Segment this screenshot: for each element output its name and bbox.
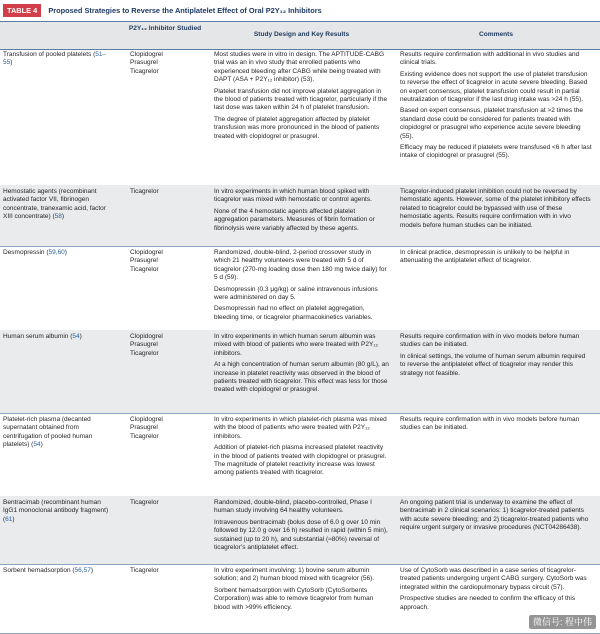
table-row (0, 413, 600, 497)
inhibitor-name: Prasugrel (130, 341, 158, 349)
reference-link[interactable]: 58 (54, 213, 62, 221)
paragraph: The degree of platelet aggregation affected by platelet transfusion was more pronounced in the blood of patients treated with clopidogrel or prasugrel. (214, 115, 380, 140)
inhibitor-cell (130, 51, 200, 76)
strategy-cell (3, 333, 111, 341)
inhibitor-cell (130, 416, 200, 441)
strategy-label: Platelet-rich plasma (decanted supernatant obtained from centrifugation of pooled human platelets) ( (3, 416, 93, 449)
paragraph: Addition of platelet-rich plasma increased platelet reactivity in the blood of patients treated with clopidogrel or prasugrel. The magnitude of platelet reactivity increase was lowest among patients treated with ticagrelor. (214, 444, 387, 477)
paragraph: In vitro experiment involving: 1) bovine serum albumin solution; and 2) human blood mixed with ticagrelor (56). (214, 567, 375, 583)
paragraph: Results require confirmation with additional in vivo studies and clinical trials. (400, 51, 580, 67)
paragraph: Sorbent hemadsorption with CytoSorb (CytoSorbents Corporation) was able to remove ticagrelor from human blood with >99% efficiency. (214, 586, 374, 611)
strategy-label: Sorbent hemadsorption ( (3, 567, 75, 574)
reference-link[interactable]: 54 (72, 333, 80, 340)
inhibitor-name: Prasugrel (130, 424, 158, 432)
table-row (0, 48, 600, 186)
paragraph: Ticagrelor-induced platelet inhibition could not be reversed by hemostatic agents. However, some of the platelet inhibitory effects related to ticagrelor could be bypassed with use of these hemostatic agents. Results require confirmation with in vivo models before human studies can be initiated. (400, 188, 591, 229)
inhibitor-name: Ticagrelor (130, 349, 159, 357)
inhibitor-name: Ticagrelor (130, 265, 159, 273)
design-cell (214, 499, 389, 555)
inhibitor-name: Clopidogrel (130, 333, 163, 340)
inhibitor-name: Ticagrelor (130, 188, 159, 195)
inhibitor-name: Ticagrelor (130, 432, 159, 440)
table-caption: Proposed Strategies to Reverse the Antiplatelet Effect of Oral P2Y₁₂ Inhibitors (48, 6, 322, 15)
paragraph: None of the 4 hemostatic agents affected platelet aggregation parameters. Measures of fibrin formation or fibrinolysis were variably affected by these agents. (214, 207, 375, 232)
strategy-cell (3, 416, 111, 450)
header-inhibitor: P2Y₁₂ Inhibitor Studied (128, 25, 202, 32)
inhibitor-name: Ticagrelor (130, 499, 159, 506)
paragraph: In clinical settings, the volume of human serum albumin required to reverse the antiplatelet effect of ticagrelor may render this strategy not feasible. (400, 352, 586, 377)
paragraph: Efficacy may be reduced if platelets were transfused <6 h after last intake of clopidogrel or prasugrel (55). (400, 144, 592, 160)
paragraph: Existing evidence does not support the use of platelet transfusion to reverse the effect of ticagrelor in acute severe bleeding. Based on expert consensus, platelet transfusion could result in partial neutralization of ticagrelor if the last drug intake was >24 h (55). (400, 70, 588, 104)
comments-cell (400, 567, 592, 615)
inhibitor-cell (130, 499, 200, 507)
comments-cell (400, 416, 592, 436)
table-row (0, 185, 600, 247)
paragraph: In clinical practice, desmopressin is unlikely to be helpful in attenuating the antiplatelet effect of ticagrelor. (400, 249, 570, 265)
paragraph: Desmopressin had no effect on platelet aggregation, bleeding time, or ticagrelor pharmacokinetics variables. (214, 305, 373, 321)
paragraph: In vitro experiments in which platelet-rich plasma was mixed with the blood of patients who were treated with P2Y₁₂ inhibitors. (214, 416, 387, 440)
paragraph: Desmopressin (0.3 μg/kg) or saline intravenous infusions were administered on day 5. (214, 285, 378, 302)
header-design: Study Design and Key Results (253, 31, 350, 38)
table-row (0, 246, 600, 331)
watermark-badge: 微信号: 程中伟 (529, 615, 596, 629)
comments-cell (400, 249, 592, 269)
comments-cell (400, 499, 592, 536)
inhibitor-name: Ticagrelor (130, 567, 159, 574)
strategy-label: Bentracimab (recombinant human IgG1 monoclonal antibody fragment) ( (3, 499, 109, 523)
table-header (0, 21, 600, 50)
strategy-label: Desmopressin ( (3, 249, 49, 256)
table-row (0, 330, 600, 414)
inhibitor-cell (130, 188, 200, 196)
strategy-label-end: ) (90, 567, 93, 574)
paragraph: In vitro experiments in which human blood spiked with ticagrelor was mixed with hemostatic or control agents. (214, 188, 372, 204)
table-number-tag: TABLE 4 (3, 4, 41, 17)
header-comments: Comments (478, 31, 514, 38)
paragraph: Based on expert consensus, platelet transfusion at >2 times the standard dose could be considered for patients treated with clopidogrel or prasugrel who experience acute severe bleeding (55). (400, 107, 584, 140)
strategy-label: Transfusion of pooled platelets ( (3, 51, 96, 58)
strategy-label-end: ) (10, 59, 13, 67)
comments-cell (400, 333, 592, 381)
design-cell (214, 188, 389, 236)
paragraph: Randomized, double-blind, 2-period crossover study in which 21 healthy volunteers were treated with 5 d of ticagrelor (270-mg loading dose then 180 mg twice daily) for 5 d (59). (214, 249, 387, 282)
table-row (0, 496, 600, 565)
design-cell (214, 567, 389, 615)
paragraph: Results require confirmation with in vivo models before human studies can be initiated. (400, 333, 580, 349)
paragraph: Platelet transfusion did not improve platelet aggregation in the blood of patients treated with ticagrelor, particularly if the last dose was taken within 24 h of platelet transfusion. (214, 87, 388, 112)
strategy-label: Hemostatic agents (recombinant activated factor VII, fibrinogen concentrate, tranexamic acid, factor XIII concentrate) ( (3, 188, 106, 221)
paragraph: Randomized, double-blind, placebo-controlled, Phase I human study involving 64 healthy volunteers. (214, 499, 372, 515)
paragraph: Intravenous bentracimab (bolus dose of 6.0 g over 10 min followed by 12.0 g over 16 h) resulted in rapid (within 5 min), sustained (up to 20 h), and substantial (≈80%) reversal of ticagrelor’s antiplatelet effect. (214, 518, 388, 552)
paragraph: Use of CytoSorb was described in a case series of ticagrelor-treated patients undergoing urgent CABG surgery. CytoSorb was integrated within the cardiopulmonary bypass circuit (57). (400, 567, 587, 591)
reference-link[interactable]: 59,60 (48, 249, 65, 256)
paragraph: In vitro experiments in which human serum albumin was mixed with blood of patients who were treated with P2Y₁₂ inhibitors. (214, 333, 379, 357)
strategy-label-end: ) (79, 333, 82, 340)
inhibitor-name: Ticagrelor (130, 67, 159, 75)
paragraph: At a high concentration of human serum albumin (80 g/L), an increase in platelet reactivity was observed in the blood of patients treated with ticagrelor. This effect was less for those treated with clopidogrel or prasugrel. (214, 361, 389, 394)
paragraph: Most studies were in vitro in design. The APTITUDE-CABG trial was an in vivo study that enrolled patients who experienced bleeding after CABG while being treated with DAPT (ASA + P2Y₁₂ inhibitor) (53). (214, 51, 385, 84)
strategy-cell (3, 567, 111, 575)
strategy-label-end: ) (12, 515, 15, 523)
design-cell (214, 333, 389, 398)
paragraph: Prospective studies are needed to confirm the efficacy of this approach. (400, 595, 576, 611)
strategy-label: Human serum albumin ( (3, 333, 73, 340)
paragraph: Results require confirmation with in vivo models before human studies can be initiated. (400, 416, 580, 432)
design-cell (214, 416, 389, 481)
inhibitor-name: Clopidogrel (130, 416, 163, 423)
paragraph: An ongoing patient trial is underway to examine the effect of bentracimab in 2 clinical scenarios: 1) ticagrelor-treated patients with acute severe bleeding; and 2) ticagrelor-treated patients who require urgent surgery or invasive procedures (NCT04286438). (400, 499, 589, 532)
strategy-label-end: ) (40, 441, 43, 449)
design-cell (214, 51, 389, 144)
inhibitor-cell (130, 249, 200, 274)
comments-cell (400, 51, 592, 164)
strategy-label-end: ) (64, 249, 67, 256)
comments-cell (400, 188, 592, 233)
strategy-cell (3, 249, 111, 257)
design-cell (214, 249, 389, 325)
reference-link[interactable]: 61 (5, 515, 13, 523)
inhibitor-cell (130, 567, 200, 575)
inhibitor-cell (130, 333, 200, 358)
strategy-cell (3, 188, 111, 222)
inhibitor-name: Prasugrel (130, 257, 158, 265)
inhibitor-name: Clopidogrel (130, 249, 163, 256)
reference-link[interactable]: 54 (33, 441, 41, 449)
strategy-cell (3, 499, 111, 524)
table-row (0, 564, 600, 634)
inhibitor-name: Clopidogrel (130, 51, 163, 58)
reference-link[interactable]: 56,57 (74, 567, 91, 574)
strategy-cell (3, 51, 111, 68)
reference-link[interactable]: 51–55 (3, 51, 107, 67)
inhibitor-name: Prasugrel (130, 59, 158, 67)
table-title (3, 4, 322, 17)
strategy-label-end: ) (61, 213, 65, 221)
